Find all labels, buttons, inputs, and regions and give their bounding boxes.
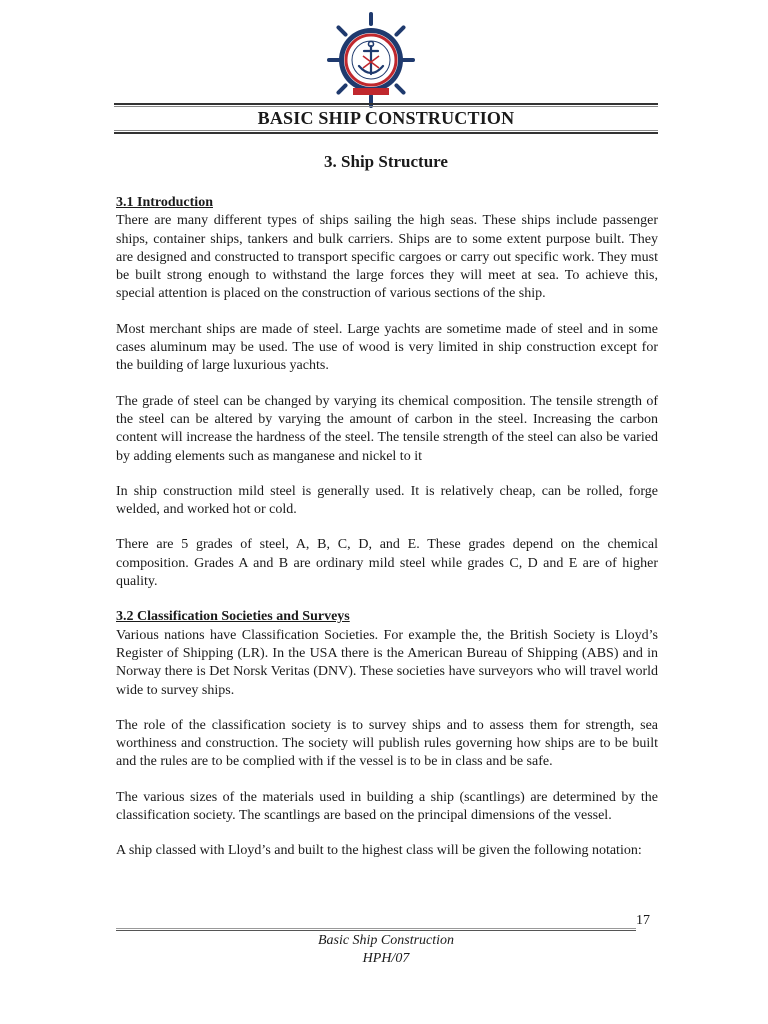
ship-wheel-logo-icon [327, 12, 415, 108]
paragraph: The various sizes of the materials used in building a ship (scantlings) are determined by the classification society. The scantlings are based on the principal dimensions of the vessel. [116, 789, 658, 824]
footer-rule-thin [116, 928, 636, 929]
footer-title: Basic Ship Construction [317, 933, 455, 948]
paragraph: The role of the classification society is to survey ships and to assess them for strength, sea worthiness and construction. The society will publish rules governing how ships are to be built and the rules are to be complied with if the vessel is to be in class and be safe. [116, 717, 658, 770]
section-heading: 3.2 Classification Societies and Surveys [116, 609, 350, 625]
section-heading: 3.1 Introduction [116, 195, 213, 210]
paragraph: There are many different types of ships sailing the high seas. These ships include passenger ships, container ships, tankers and bulk carriers. Ships are to some extent purpose built. They are designed and constructed to transport specific cargoes or carry out specific work. They must be built strong enough to withstand the large forces they will meet at sea. To achieve this, special attention is placed on the construction of various sections of the ship. [116, 213, 658, 302]
chapter-title: 3. Ship Structure [324, 152, 448, 171]
header-rule-top-thin [114, 106, 658, 107]
paragraph: A ship classed with Lloyd’s and built to the highest class will be given the following notation: [116, 843, 642, 859]
paragraph: There are 5 grades of steel, A, B, C, D, and E. These grades depend on the chemical composition. Grades A and B are ordinary mild steel while grades C, D and E are of higher quality. [116, 537, 658, 590]
header-rule-bottom-thin [114, 130, 658, 131]
paragraph: Various nations have Classification Societies. For example the, the British Society is Lloyd’s Register of Shipping (LR). In the USA there is the American Bureau of Shipping (ABS) and in Norway there is Det Norsk Veritas (DNV). These societies have surveyors who will travel world wide to survey ships. [116, 627, 658, 698]
header-rule-bottom [114, 132, 658, 134]
paragraph: In ship construction mild steel is generally used. It is relatively cheap, can be rolled, forge welded, and worked hot or cold. [116, 483, 658, 518]
paragraph: The grade of steel can be changed by varying its chemical composition. The tensile strength of the steel can be altered by varying the amount of carbon in the steel. Increasing the carbon content will increase the hardness of the steel. The tensile strength of the steel can also be varied by adding elements such as manganese and nickel to it [116, 393, 658, 464]
document-body [116, 194, 658, 878]
footer-code: HPH/07 [362, 951, 410, 966]
page-number: 17 [636, 913, 650, 928]
page-footer [114, 932, 658, 968]
footer-rule [116, 930, 636, 931]
paragraph: Most merchant ships are made of steel. Large yachts are sometime made of steel and in some cases aluminum may be used. The use of wood is very limited in ship construction except for the building of large luxurious yachts. [116, 321, 658, 374]
document-header-title: BASIC SHIP CONSTRUCTION [257, 108, 515, 128]
header-rule-top [114, 103, 658, 105]
